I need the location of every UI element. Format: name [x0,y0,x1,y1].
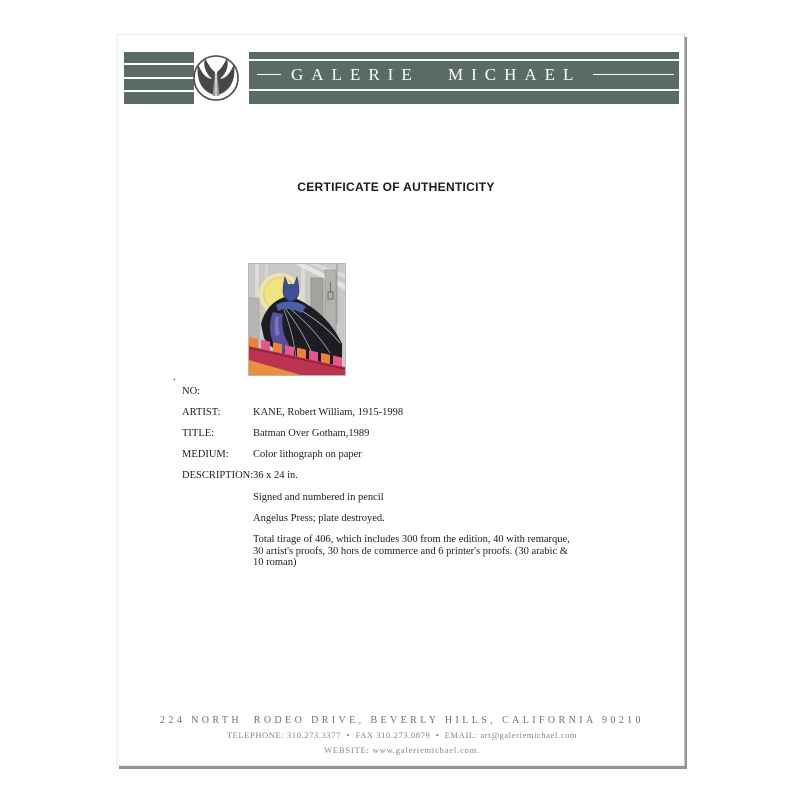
field-label-title: TITLE: [182,428,215,439]
banner-stripe-gap [124,63,194,65]
banner-stripe-gap [124,77,194,79]
field-value-title: Batman Over Gotham,1989 [253,428,370,439]
field-label-description: DESCRIPTION: [182,470,254,481]
banner-pinstripe [249,89,679,91]
galerie-michael-logo-icon [192,54,240,102]
note-tirage: Total tirage of 406, which includes 300 from the edition, 40 with remarque, 30 artist's proofs, 30 hors de commerce and 6 printer's proofs. (30 arabic & 10 roman) [253,534,570,568]
field-value-no [253,386,403,407]
field-value-medium: Color lithograph on paper [253,449,362,460]
note-publisher: Angelus Press; plate destroyed. [253,513,385,524]
gallery-website-line: WEBSITE: www.galeriemichael.com. [324,745,480,755]
banner-stripe-gap [124,90,194,92]
stray-mark: . [173,371,176,383]
field-value-description: 36 x 24 in. [253,470,298,481]
certificate-fields [182,386,403,491]
field-label-medium: MEDIUM: [182,449,229,460]
field-value-artist: KANE, Robert William, 1915-1998 [253,407,404,418]
field-label-artist: ARTIST: [182,407,221,418]
field-label-no: NO: [182,386,201,397]
certificate-notes [253,492,573,578]
certificate-title: CERTIFICATE OF AUTHENTICITY [297,180,495,194]
gallery-contact-line: TELEPHONE: 310.273.3377 • FAX 310.273.0879 • EMAIL: art@galeriemichael.com [226,730,578,740]
certificate-page [117,34,685,766]
gallery-name: GALERIE MICHAEL [291,65,582,84]
note-signed: Signed and numbered in pencil [253,492,384,503]
banner-title-bar [249,52,679,104]
banner-rule-left [257,74,281,76]
banner-left-stripes [124,52,194,104]
gallery-address: 224 NORTH RODEO DRIVE, BEVERLY HILLS, CALIFORNIA 90210 [160,715,644,726]
banner-rule-right [593,74,674,76]
artwork-thumbnail [248,263,346,376]
